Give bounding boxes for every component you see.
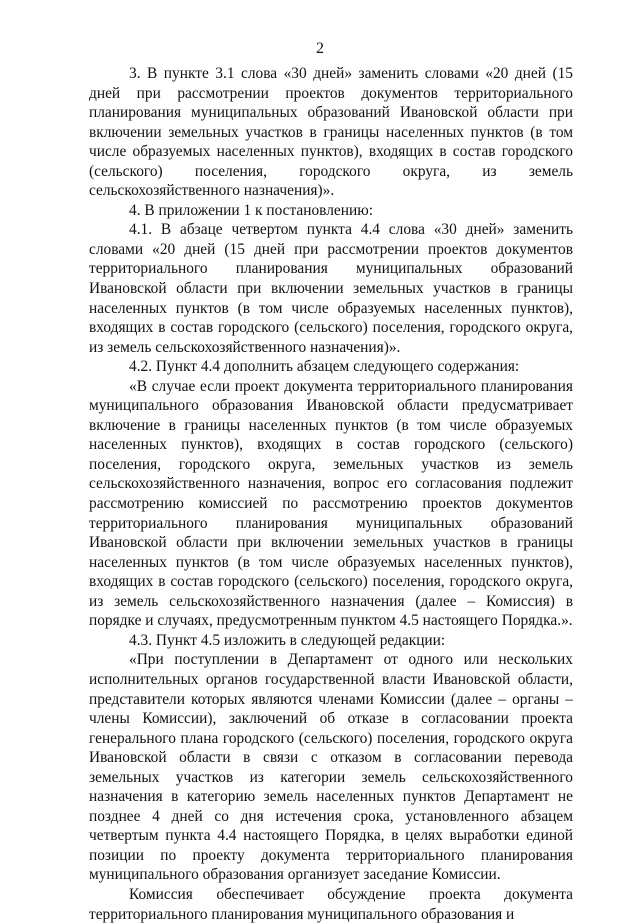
paragraph-item-4: 4. В приложении 1 к постановлению: <box>129 201 373 219</box>
paragraph-item-4-1: 4.1. В абзаце четвертом пункта 4.4 слова «30 дней» заменить словами «20 дней (15 дней при рассмотрении проектов документов территориального планирования муниципальных образований Ивановской области при включении земельных участков в границы населенных пунктов (в том числе образуемых населенных пунктов), входящих в состав городского (сельского) поселения, городского округа, из земель сельскохозяйственного назначения)». <box>89 221 573 356</box>
page-number: 2 <box>316 40 324 57</box>
paragraph-quote-4-4-addition: «В случае если проект документа территориального планирования муниципального образования Ивановской области предусматривает включение в границы населенных пунктов (в том числе образуемых населенных пунктов), входящих в состав городского (сельского) поселения, городского округа, земельных участков из земель сельскохозяйственного назначения, вопрос его согласования подлежит рассмотрению комиссией по рассмотрению проектов документов территориального планирования муниципальных образований Ивановской области при включении земельных участков в границы населенных пунктов (в том числе образуемых населенных пунктов), входящих в состав городского (сельского) поселения, городского округа, из земель сельскохозяйственного назначения (далее – Комиссия) в порядке и случаях, предусмотренным пунктом 4.5 настоящего Порядка.». <box>89 377 573 630</box>
paragraph-quote-4-5: «При поступлении в Департамент от одного или нескольких исполнительных органов государственной власти Ивановской области, представители которых являются членами Комиссии (далее – органы – члены Комиссии), заключений об отказе в согласовании проекта генерального плана городского (сельского) поселения, городского округа Ивановской области в связи с отказом в согласовании перевода земельных участков из категории земель сельскохозяйственного назначения в категорию земель населенных пунктов Департамент не позднее 4 дней со дня истечения срока, установленного абзацем четвертым пункта 4.4 настоящего Порядка, в целях выработки единой позиции по проекту документа территориального планирования муниципального образования организует заседание Комиссии. <box>89 651 573 884</box>
paragraph-item-4-3: 4.3. Пункт 4.5 изложить в следующей редакции: <box>129 631 446 649</box>
paragraph-item-4-2: 4.2. Пункт 4.4 дополнить абзацем следующего содержания: <box>129 358 520 376</box>
paragraph-commission: Комиссия обеспечивает обсуждение проекта документа территориального планирования муниципального образования и <box>89 885 573 923</box>
document-body <box>89 64 573 924</box>
paragraph-item-3: 3. В пункте 3.1 слова «30 дней» заменить словами «20 дней (15 дней при рассмотрении проектов документов территориального планирования муниципальных образований Ивановской области при включении земельных участков в границы населенных пунктов (в том числе образуемых населенных пунктов), входящих в состав городского (сельского) поселения, городского округа, из земель сельскохозяйственного назначения)». <box>89 65 573 200</box>
